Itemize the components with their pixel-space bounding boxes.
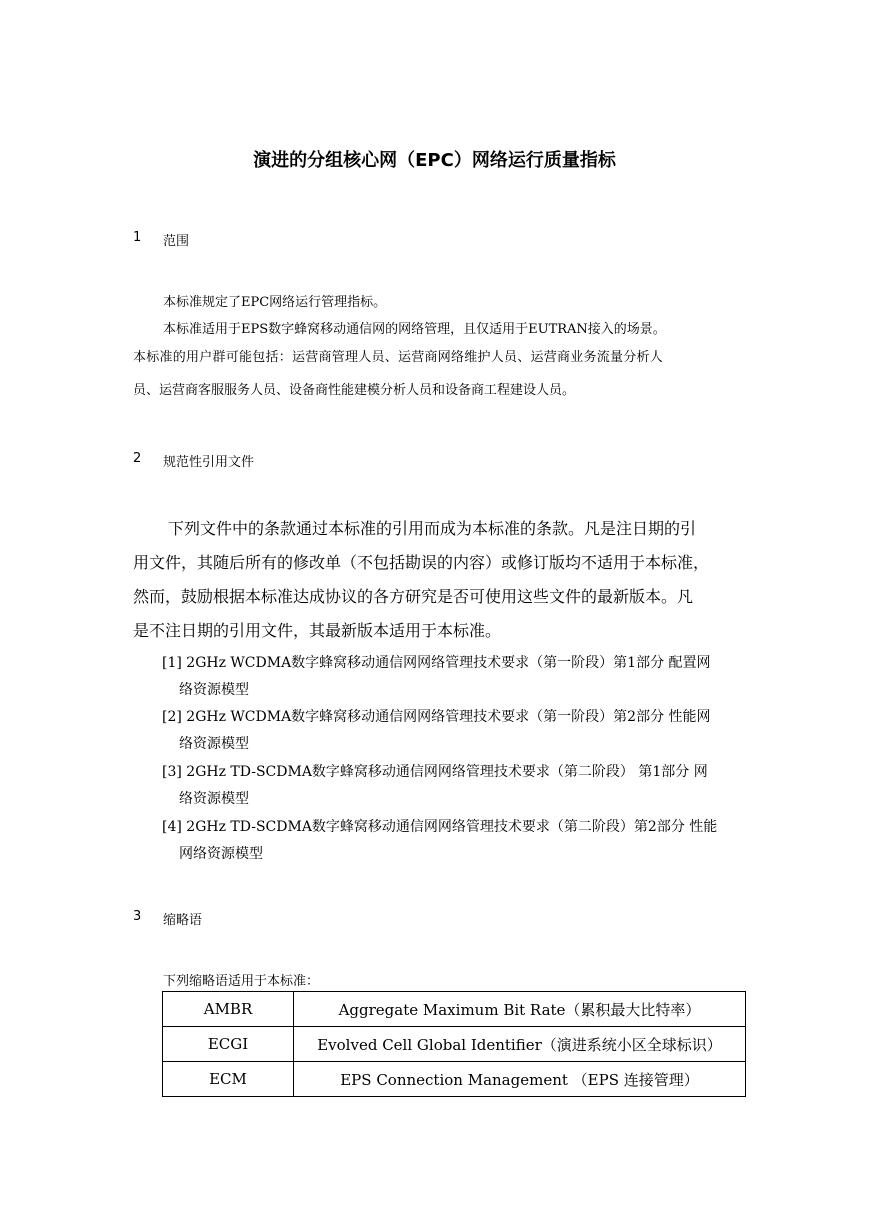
abbreviation-cell: ECM	[163, 1062, 294, 1097]
reference-item: [2] 2GHz WCDMA数字蜂窝移动通信网网络管理技术要求（第一阶段）第2部分 性能网	[162, 709, 711, 725]
section-number: 2	[133, 451, 142, 466]
scope-paragraph-line: 员、运营商客服服务人员、设备商性能建模分析人员和设备商工程建设人员。	[133, 383, 576, 398]
definition-cell: Evolved Cell Global Identifier（演进系统小区全球标识）	[294, 1027, 746, 1062]
definition-cell: EPS Connection Management （EPS 连接管理）	[294, 1062, 746, 1097]
abbreviations-table	[162, 991, 746, 1097]
reference-item-continuation: 络资源模型	[179, 736, 249, 752]
scope-paragraph-line: 本标准的用户群可能包括：运营商管理人员、运营商网络维护人员、运营商业务流量分析人	[133, 350, 664, 365]
reference-item: [1] 2GHz WCDMA数字蜂窝移动通信网网络管理技术要求（第一阶段）第1部分 配置网	[162, 655, 711, 671]
table-row	[163, 1062, 746, 1097]
section-title-normative-references: 规范性引用文件	[163, 455, 255, 470]
section-number: 1	[133, 230, 142, 245]
references-intro-line: 是不注日期的引用文件，其最新版本适用于本标准。	[133, 621, 502, 640]
section-title-scope: 范围	[163, 234, 190, 249]
table-row	[163, 992, 746, 1027]
reference-item: [3] 2GHz TD-SCDMA数字蜂窝移动通信网网络管理技术要求（第二阶段） 第1部分 网	[162, 764, 708, 780]
scope-paragraph-line: 本标准规定了EPC网络运行管理指标。	[163, 295, 387, 310]
reference-item-continuation: 络资源模型	[179, 682, 249, 698]
references-intro-line: 下列文件中的条款通过本标准的引用而成为本标准的条款。凡是注日期的引	[168, 519, 697, 538]
section-title-abbreviations: 缩略语	[163, 913, 203, 928]
reference-item-continuation: 络资源模型	[179, 791, 249, 807]
table-row	[163, 1027, 746, 1062]
section-number: 3	[133, 909, 142, 924]
document-title: 演进的分组核心网（EPC）网络运行质量指标	[253, 150, 616, 171]
references-intro-line: 用文件，其随后所有的修改单（不包括勘误的内容）或修订版均不适用于本标准，	[133, 553, 710, 572]
references-intro-line: 然而，鼓励根据本标准达成协议的各方研究是否可使用这些文件的最新版本。凡	[133, 587, 694, 606]
abbreviation-cell: ECGI	[163, 1027, 294, 1062]
definition-cell: Aggregate Maximum Bit Rate（累积最大比特率）	[294, 992, 746, 1027]
reference-item-continuation: 网络资源模型	[179, 846, 263, 862]
abbreviations-intro: 下列缩略语适用于本标准：	[163, 974, 320, 989]
reference-item: [4] 2GHz TD-SCDMA数字蜂窝移动通信网网络管理技术要求（第二阶段）第2部分 性能	[162, 819, 718, 835]
abbreviation-cell: AMBR	[163, 992, 294, 1027]
scope-paragraph-line: 本标准适用于EPS数字蜂窝移动通信网的网络管理，且仅适用于EUTRAN接入的场景。	[163, 322, 666, 337]
